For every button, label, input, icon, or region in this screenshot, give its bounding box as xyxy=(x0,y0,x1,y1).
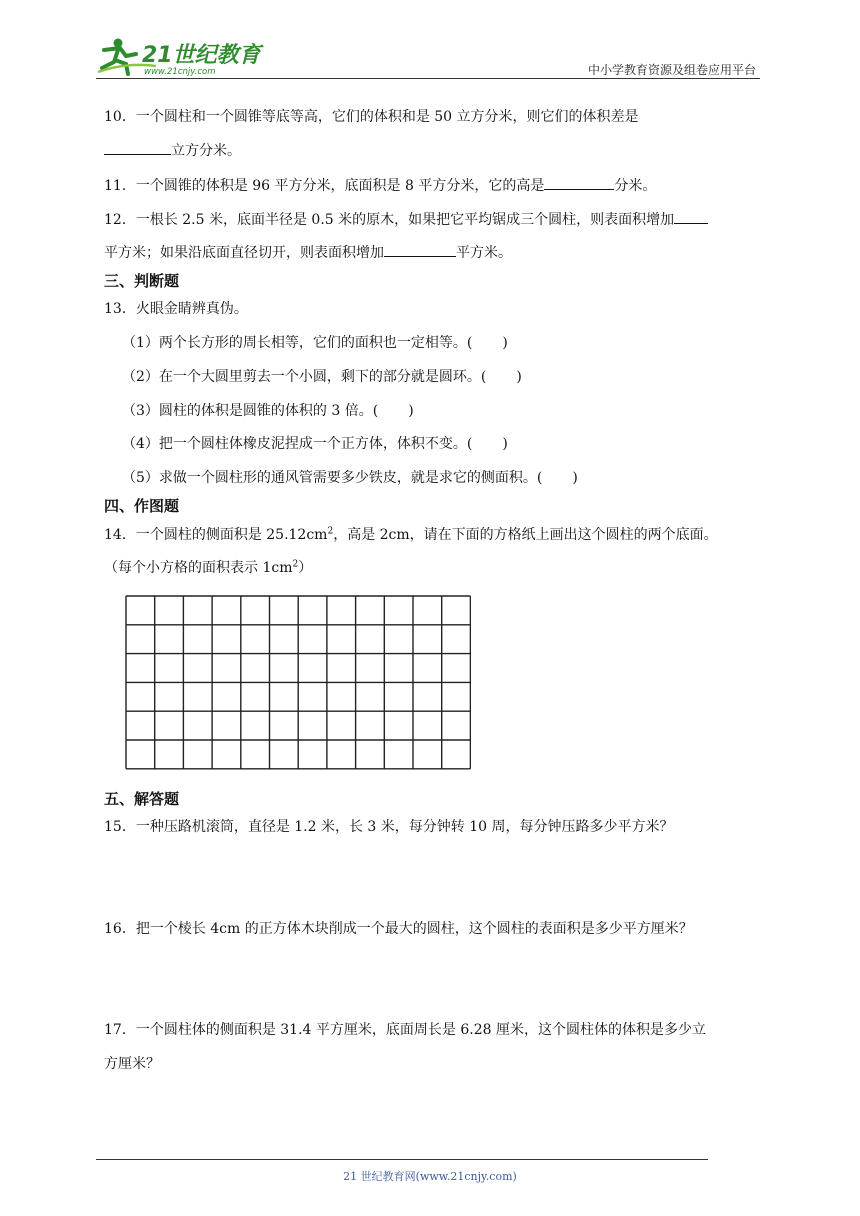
header-divider xyxy=(96,78,760,79)
footer-source: 21 世纪教育网(www.21cnjy.com) xyxy=(343,1170,517,1183)
footer-divider xyxy=(96,1159,708,1160)
question-17-line1: 17．一个圆柱体的侧面积是 31.4 平方厘米，底面周长是 6.28 厘米，这个圆柱体的体积是多少立 xyxy=(104,1022,706,1038)
platform-name: 中小学教育资源及组卷应用平台 xyxy=(587,63,756,77)
answer-blank[interactable] xyxy=(104,140,171,155)
question-10-line2: 立方分米。 xyxy=(104,140,241,160)
square-grid-paper[interactable] xyxy=(125,595,471,775)
question-17-line2: 方厘米？ xyxy=(104,1056,160,1072)
site-logo xyxy=(96,36,266,78)
question-13-title: 13．火眼金睛辨真伪。 xyxy=(104,301,248,317)
judgement-item-4: （4）把一个圆柱体橡皮泥捏成一个正方体，体积不变。( ) xyxy=(122,436,508,452)
judgement-item-5: （5）求做一个圆柱形的通风管需要多少铁皮，就是求它的侧面积。( ) xyxy=(122,470,578,486)
question-14-line2: （每个小方格的面积表示 $1cm^2$） xyxy=(104,559,313,576)
question-14-line1: 14．一个圆柱的侧面积是 $25.12cm^2$，高是 2cm，请在下面的方格纸上画出这个圆柱的两个底面。 xyxy=(104,526,718,543)
answer-blank[interactable] xyxy=(544,175,614,190)
judgement-item-3: （3）圆柱的体积是圆锥的体积的 3 倍。( ) xyxy=(122,403,414,419)
question-10-line1: 10．一个圆柱和一个圆锥等底等高，它们的体积和是 50 立方分米，则它们的体积差是 xyxy=(104,109,639,125)
section-heading-solve: 五、解答题 xyxy=(104,790,180,808)
answer-blank[interactable] xyxy=(674,209,708,224)
section-heading-judgement: 三、判断题 xyxy=(104,272,180,290)
logo-text: 21世纪教育 xyxy=(142,43,261,68)
section-heading-drawing: 四、作图题 xyxy=(104,497,180,515)
question-15: 15．一种压路机滚筒，直径是 1.2 米，长 3 米，每分钟转 10 周，每分钟压路多少平方米？ xyxy=(104,819,674,835)
question-16: 16．把一个棱长 4cm 的正方体木块削成一个最大的圆柱，这个圆柱的表面积是多少平方厘米？ xyxy=(104,921,693,937)
question-12-line1: 12．一根长 2.5 米，底面半径是 0.5 米的原木，如果把它平均锯成三个圆柱，则表面积增加 xyxy=(104,209,708,229)
question-12-line2: 平方米；如果沿底面直径切开，则表面积增加 平方米。 xyxy=(104,242,512,262)
question-11: 11．一个圆锥的体积是 96 平方分米，底面积是 8 平方分米，它的高是 分米。 xyxy=(104,175,656,195)
judgement-item-1: （1）两个长方形的周长相等，它们的面积也一定相等。( ) xyxy=(122,335,508,351)
judgement-item-2: （2）在一个大圆里剪去一个小圆，剩下的部分就是圆环。( ) xyxy=(122,369,522,385)
logo-url: www.21cnjy.com xyxy=(144,67,216,77)
answer-blank[interactable] xyxy=(384,242,456,257)
